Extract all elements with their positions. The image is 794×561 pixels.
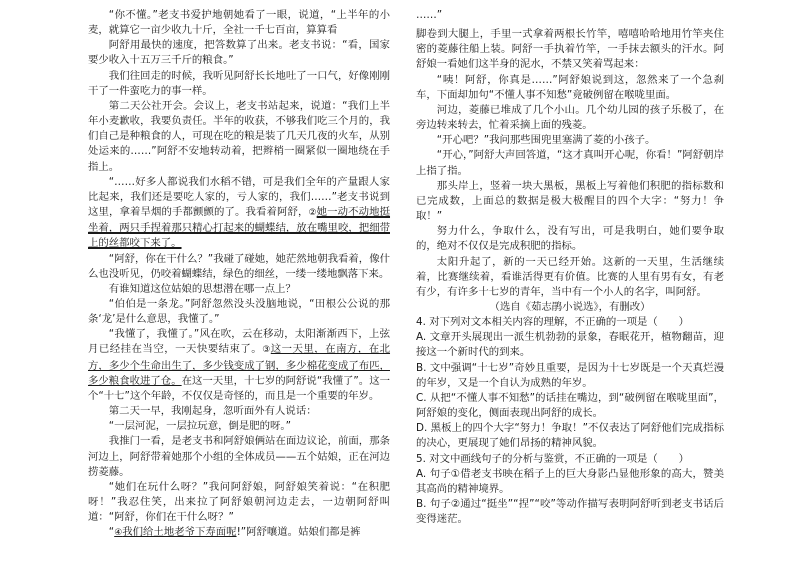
- paragraph-14: “④我们给土地老爷下寿面呢!”阿舒嚷道。姑娘们都是裤: [108, 526, 361, 539]
- paragraph-2: 阿舒用最快的速度，把答数算了出来。老支书说：“看，国家要少收入十五万三千斤的粮食。”: [88, 39, 390, 67]
- source-citation: （选自《茹志鹃小说选》，有删改）: [489, 300, 651, 313]
- paragraph-12: 我推门一看，是老支书和阿舒娘俩站在面边议论，前面，那条河边上，阿舒带着她那个小组的全体成员——五个姑娘，正在河边捞菱藤。: [88, 435, 390, 478]
- question-4: 4. 对下列对文本相关内容的理解，不正确的一项是（ ）: [416, 316, 689, 329]
- paragraph-9-rest: 在这一天里，十七岁的阿舒说“我懂了”。这一个“十七”这个年龄，不仅仅是奇怪的，而且是一个重要的年岁。: [88, 374, 391, 402]
- paragraph-10: 第二天一早，我刚起身，忽听面外有人说话：: [108, 405, 317, 418]
- left-column: [88, 8, 390, 541]
- paragraph-4: 第二天公社开会。会议上，老支书站起来，说道：“我们上半年小麦歉收，我要负责任。半年的收获，不够我们吃三个月的，我们自己是种粮食的人，可现在吃的粮是装了几天几夜的火车，从别处运来的……”阿舒不安地转动着，把辫梢一圈紧似一圈地绕在手指上。: [88, 99, 390, 173]
- paragraph-r2: “咦！阿舒，你真是……”阿舒娘说到这，忽然来了一个急刹车，下面却加句“不懂人事不知愁”竟破例留在喉咙里面。: [416, 73, 724, 101]
- paragraph-14-rest: !”阿舒嚷道。姑娘们都是裤: [236, 526, 361, 539]
- question-5: 5. 对文中画线句子的分析与鉴赏，不正确的一项是（ ）: [416, 452, 689, 465]
- paragraph-5: [88, 175, 390, 252]
- paragraph-9-text: “我懂了，我懂了。”风在吹，云在移动，太阳渐渐西下，上弦月已经挂在当空，一天快要结束了。: [88, 328, 390, 356]
- continuation-ellipsis: ……”: [416, 9, 443, 21]
- question-4-option-b: B. 文中强调“十七岁”奇妙且重要，是因为十七岁既是一个天真烂漫的年岁，又是一个自认为成熟的年岁。: [416, 361, 724, 389]
- paragraph-7: 有谁知道这位姑娘的思想潜在哪一点上？: [108, 282, 296, 295]
- paragraph-r4: “开心吧？”我问那些围兜里塞满了菱的小孩子。: [436, 134, 656, 147]
- underlined-sentence-2: 她一动不动地挺坐着，两只手捏着那只精心打起来的蝴蝶结，放在嘴里咬，把细带上的丝都咬下来了。: [88, 206, 391, 250]
- paragraph-13: “她们在玩什么呀？”我问阿舒娘，阿舒娘笑着说：“在积肥呀！”我忍住笑，出来拉了阿舒娘朝河边走去，一边朝阿舒叫道：“阿舒，你们在干什么呀？”: [88, 480, 390, 524]
- paragraph-r3: 河边，菱藤已堆成了几个小山。几个幼儿园的孩子乐极了，在旁边转来转去，忙着采摘上面的残菱。: [416, 103, 724, 132]
- paragraph-r1: 脚卷到大腿上，手里一式拿着两根长竹竿，嘻嘻哈哈地用竹竿夹住密的菱藤往船上装。阿舒一手执着竹竿，一手抹去额头的汗水。阿舒娘一看她们这半身的泥水，不禁又笑着骂起来：: [416, 28, 724, 71]
- underlined-sentence-4: 我们给土地老爷下寿面呢: [122, 526, 237, 539]
- paragraph-8: “伯伯是一条龙。”阿舒忽然没头没脑地说，“田根公公说的那条‘龙’是什么意思，我懂了。”: [88, 297, 390, 326]
- question-4-option-d: D. 黑板上的四个大字“努力！争取！”不仅表达了阿舒他们完成指标的决心，更展现了她们昂扬的精神风貌。: [416, 422, 724, 450]
- paragraph-3: 我们往回走的时候，我听见阿舒长长地吐了一口气，好像刚刚干了一件蛮吃力的事一样。: [88, 69, 390, 97]
- paragraph-11: “一层河泥，一层拉玩意，倒是肥的呀。”: [108, 420, 292, 433]
- question-5-option-a: A. 句子①借老支书映在稻子上的巨大身影凸显他形象的高大，赞美其高尚的精神境界。: [416, 467, 724, 495]
- marker-3: ③: [262, 345, 271, 356]
- paragraph-5-text: “……好多人都说我们水稻不错，可是我们全年的产量跟人家比起来，我们还是要吃人家的，亏人家的，我们……”老支书说到这里，拿着旱烟的手都颤颤的了。我看着阿舒，: [88, 175, 390, 219]
- paragraph-r7: 努力什么，争取什么，没有写出，可是我明白，她们要争取的，绝对不仅仅是完成积肥的指标。: [416, 225, 724, 253]
- question-4-option-c: C. 从把“不懂人事不知愁”的话挂在嘴边，到“破例留在喉咙里面”，阿舒娘的变化，侧面表现出阿舒的成长。: [416, 391, 724, 420]
- paragraph-6: “阿舒，你在干什么？”我碰了碰她，她茫然地朝我看着，像什么也没听见，仍咬着蝴蝶结，绿色的细丝，一缕一缕地飘落下来。: [88, 252, 390, 280]
- marker-2: ②: [308, 208, 317, 219]
- paragraph-r8: 太阳升起了，新的一天已经开始。这新的一天里，生活继续着，比赛继续着，看谁活得更有价值。比赛的人里有男有女，有老有少，有许多十七岁的青年，当中有一个小人的名字，叫阿舒。: [416, 255, 724, 298]
- paragraph-r6: 那头岸上，竖着一块大黑板，黑板上写着他们积肥的指标数和已完成数，上面总的数据是极大极醒目的四个大字：“努力！争取！”: [416, 179, 724, 223]
- question-4-option-a: A. 文章开头展现出一派生机勃勃的景象，春眠花开，植物翻苗，迎接这一个新时代的到来。: [416, 331, 724, 359]
- paragraph-1: “你不懂。”老支书爱护地朝她看了一眼，说道，“上半年的小麦，就算它一亩少收九十斤，全社一千七百亩，算算看: [88, 9, 390, 37]
- underlined-sentence-3: 这一天里，在南方，在北方，多少个生命出生了，多少钱变成了钢，多少棉花变成了布匹，多少粮食收进了仓。: [88, 343, 391, 387]
- right-column: [416, 8, 724, 527]
- paragraph-r5: “开心，”阿舒大声回答道，“这才真叫开心呢，你看！”阿舒朝岸上指了指。: [416, 149, 724, 177]
- marker-4: ④: [114, 528, 123, 539]
- question-5-option-b: B. 句子②通过“挺坐”“捏”“咬”等动作描写表明阿舒听到老支书话后变得迷茫。: [416, 498, 724, 526]
- paragraph-9: [88, 327, 390, 404]
